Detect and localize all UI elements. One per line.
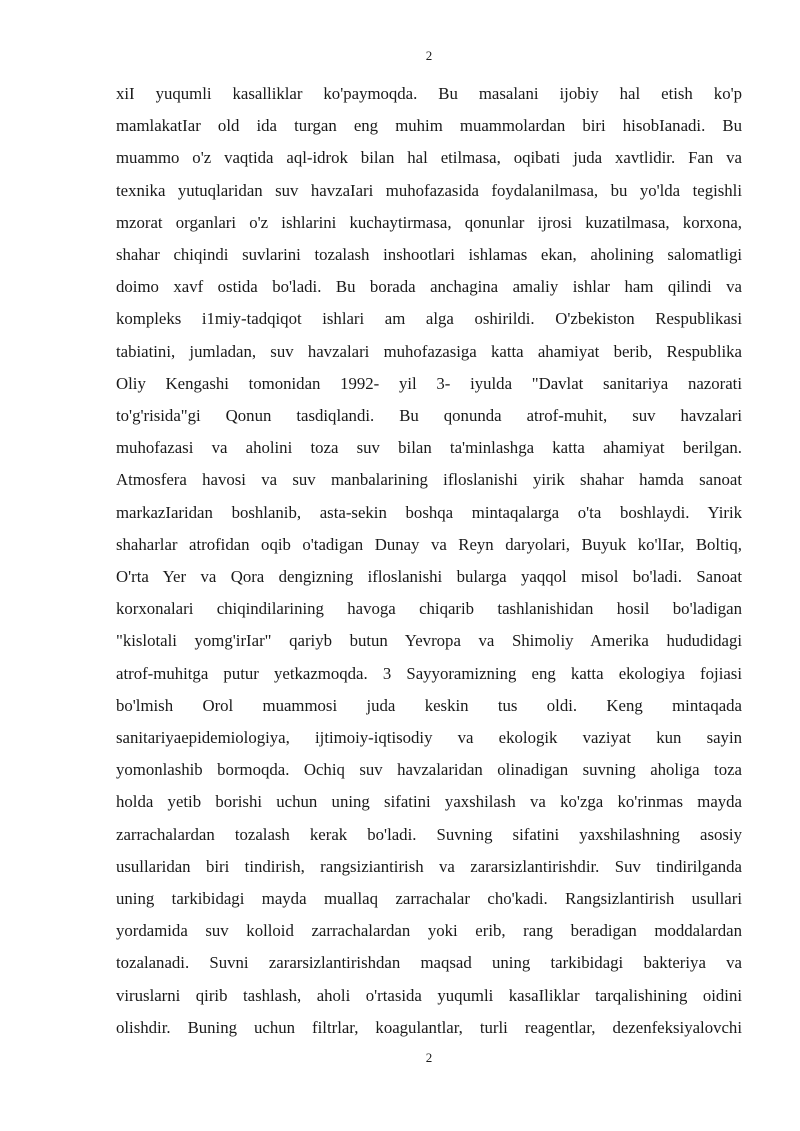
body-line: muhofazasi va aholini toza suv bilan ta'minlashga katta ahamiyat berilgan.	[116, 438, 742, 458]
body-line: muammo o'z vaqtida aql-idrok bilan hal etilmasa, oqibati juda xavtlidir. Fan va	[116, 148, 742, 168]
body-line: kompleks i1miy-tadqiqot ishlari am alga oshirildi. O'zbekiston Respublikasi	[116, 309, 742, 329]
body-line: O'rta Yer va Qora dengizning ifloslanishi bularga yaqqol misol bo'ladi. Sanoat	[116, 567, 742, 587]
body-line: uning tarkibidagi mayda muallaq zarrachalar cho'kadi. Rangsizlantirish usullari	[116, 889, 742, 909]
body-line: texnika yutuqlaridan suv havzaIari muhofazasida foydalanilmasa, bu yo'lda tegishli	[116, 180, 742, 200]
body-line: mzorat organlari o'z ishlarini kuchaytirmasa, qonunlar ijrosi kuzatilmasa, korxona,	[116, 212, 742, 232]
body-line: Oliy Kengashi tomonidan 1992- yil 3- iyulda "Davlat sanitariya nazorati	[116, 373, 742, 393]
header-page-number: 2	[425, 48, 433, 63]
body-line: yordamida suv kolloid zarrachalardan yoki erib, rang beradigan moddalardan	[116, 921, 742, 941]
body-line: shahar chiqindi suvlarini tozalash inshootlari ishlamas ekan, aholining salomatligi	[116, 245, 742, 265]
body-line: "kislotali yomg'irIar" qariyb butun Yevropa va Shimoliy Amerika hududidagi	[116, 631, 742, 651]
body-line: tozalanadi. Suvni zararsizlantirishdan maqsad uning tarkibidagi bakteriya va	[116, 953, 742, 973]
body-line: atrof-muhitga putur yetkazmoqda. 3 Sayyoramizning eng katta ekologiya fojiasi	[116, 663, 742, 683]
footer-page-number: 2	[425, 1050, 433, 1065]
body-line: viruslarni qirib tashlash, aholi o'rtasida yuqumli kasaIliklar tarqalishining oidini	[116, 985, 742, 1005]
body-line: markazIaridan boshlanib, asta-sekin boshqa mintaqalarga o'ta boshlaydi. Yirik	[116, 502, 742, 522]
document-body	[116, 78, 742, 1044]
body-line: tabiatini, jumladan, suv havzalari muhofazasiga katta ahamiyat berib, Respublika	[116, 341, 742, 361]
body-line: korxonalari chiqindilarining havoga chiqarib tashlanishidan hosil bo'ladigan	[116, 599, 742, 619]
body-line: to'g'risida"gi Qonun tasdiqlandi. Bu qonunda atrof-muhit, suv havzalari	[116, 406, 742, 426]
body-line: sanitariyaepidemiologiya, ijtimoiy-iqtisodiy va ekologik vaziyat kun sayin	[116, 728, 742, 748]
body-line: xiI yuqumli kasalliklar ko'paymoqda. Bu masalani ijobiy hal etish ko'p	[116, 84, 742, 103]
body-line: mamlakatIar old ida turgan eng muhim muammolardan biri hisobIanadi. Bu	[116, 116, 742, 136]
body-line: bo'lmish Orol muammosi juda keskin tus oldi. Keng mintaqada	[116, 695, 742, 715]
body-line: zarrachalardan tozalash kerak bo'ladi. Suvning sifatini yaxshilashning asosiy	[116, 824, 742, 844]
body-line: Atmosfera havosi va suv manbalarining ifloslanishi yirik shahar hamda sanoat	[116, 470, 742, 490]
body-line: holda yetib borishi uchun uning sifatini yaxshilash va ko'zga ko'rinmas mayda	[116, 792, 742, 812]
body-line: shaharlar atrofidan oqib o'tadigan Dunay va Reyn daryolari, Buyuk ko'lIar, Boltiq,	[116, 534, 742, 554]
body-line: olishdir. Buning uchun filtrlar, koagulantlar, turli reagentlar, dezenfeksiyalovchi	[116, 1017, 742, 1037]
body-line: usullaridan biri tindirish, rangsiziantirish va zararsizlantirishdir. Suv tindirilganda	[116, 856, 742, 876]
body-line: doimo xavf ostida bo'ladi. Bu borada anchagina amaliy ishlar ham qilindi va	[116, 277, 742, 297]
body-line: yomonlashib bormoqda. Ochiq suv havzalaridan olinadigan suvning aholiga toza	[116, 760, 742, 780]
